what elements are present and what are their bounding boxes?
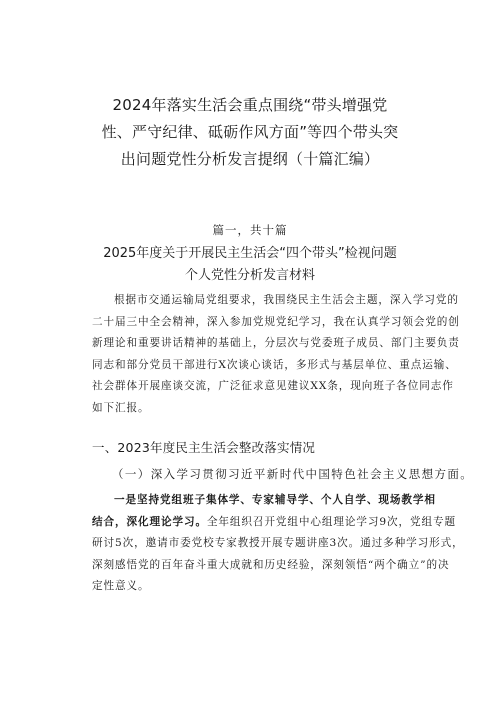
article-subtitle	[40, 243, 460, 287]
title-line-1: 2024年落实生活会重点围绕“带头增强党	[112, 96, 388, 114]
intro-line: 根据市交通运输局党组要求，我围绕民主生活会主题，深入学习党的	[114, 294, 459, 306]
document-title	[60, 92, 440, 173]
body-line: 深刻感悟党的百年奋斗重大成就和历史经验，深刻领悟“两个确立”的决	[92, 558, 450, 571]
subtitle-line-2: 个人党性分析发言材料	[184, 268, 315, 283]
body-line: 定性意义。	[92, 580, 150, 592]
body-line	[92, 490, 442, 512]
intro-line: 同志和部分党员干部进行X次谈心谈话，多形式与基层单位、重点运输、	[92, 358, 457, 371]
section-heading-1: 一、2023年度民主生活会整改落实情况	[92, 440, 316, 455]
body-text: 全年组织召开党组中心组理论学习9次，党组专题	[206, 515, 456, 528]
intro-line: 如下汇报。	[92, 401, 150, 414]
intro-line: 社会群体开展座谈交流，广泛征求意见建议XX条，现向班子各位同志作	[92, 380, 454, 392]
title-line-2: 性、严守纪律、砥砺作风方面”等四个带头突	[101, 123, 399, 141]
body-line	[92, 512, 456, 534]
intro-line: 二十届三中全会精神，深入参加党规党纪学习，我在认真学习领会党的创	[92, 315, 460, 328]
title-line-3: 出问题党性分析发言提纲（十篇汇编）	[120, 150, 380, 168]
body-emphasis: 结合，深化理论学习。	[92, 515, 207, 528]
subtitle-line-1: 2025年度关于开展民主生活会“四个带头”检视问题	[103, 246, 397, 261]
body-line: 研讨5次，邀请市委党校专家教授开展专题讲座3次。通过多种学习形式，	[92, 537, 464, 549]
section-label: 篇一，共十篇	[212, 223, 288, 237]
body-paragraph	[92, 490, 464, 598]
intro-paragraph	[92, 290, 460, 419]
section-heading-2: （一）深入学习贯彻习近平新时代中国特色社会主义思想方面。	[112, 467, 474, 481]
body-emphasis: 一是坚持党组班子集体学、专家辅导学、个人自学、现场教学相	[114, 494, 436, 506]
intro-line: 新理论和重要讲话精神的基础上，分层次与党委班子成员、部门主要负责	[92, 337, 460, 349]
